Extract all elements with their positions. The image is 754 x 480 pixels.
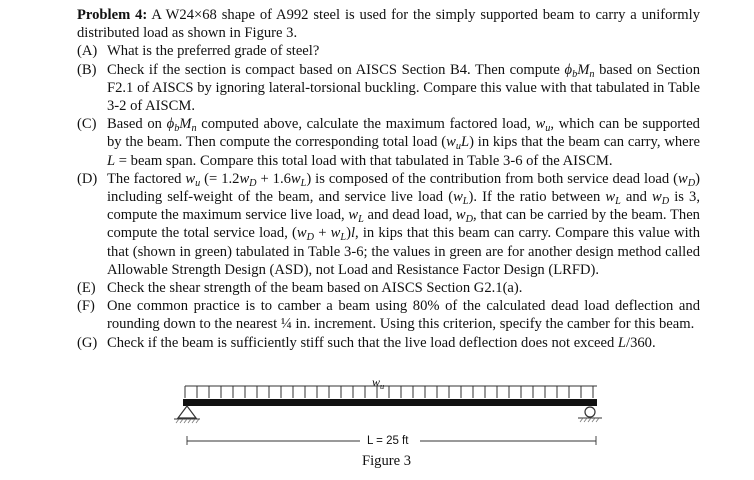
item-a-label: (A) (77, 43, 98, 60)
distributed-load-arrows (185, 386, 597, 398)
problem-heading: Problem 4: (77, 7, 148, 23)
beam (183, 399, 597, 406)
pin-support-left (174, 406, 200, 423)
item-d-label: (D) (77, 170, 98, 187)
item-e-text: Check the shear strength of the beam based on AISCS Section G2.1(a). (107, 280, 523, 297)
span-label: L = 25 ft (367, 435, 409, 447)
item-b-label: (B) (77, 61, 97, 78)
item-a-text: What is the preferred grade of steel? (107, 43, 320, 60)
item-b-text: Check if the section is compact based on AISCS Section B4. Then compute $\phi_bM_n$ based on Section F2.1 of AISCS by ignoring lateral-torsional buckling. Compare this value with that tabulated in Table 3-2 of AISCM. (107, 61, 700, 115)
item-d-text: The factored $w_u$ (= $1.2w_D + 1.6w_L$) is composed of the contribution from both service dead load $(w_D)$ including self-weight of the beam, and service live load $(w_L)$. If the ratio between $w_L$ and $w_D$ is 3, compute the maximum service live load, $w_L$ and dead load, $w_D$, that can be carried by the beam. Then compute the total service load, $(w_D + w_L)l$, in kips that this beam can carry. Compare this value with that (shown in green) tabulated in Table 3-6; the values in green are for another design method called Allowable Strength Design (ASD), not Load and Resistance Factor Design (LRFD). (107, 170, 700, 278)
figure-caption: Figure 3 (362, 453, 412, 469)
roller-support-right (578, 407, 602, 422)
item-e-label: (E) (77, 280, 96, 297)
item-g-text: Check if the beam is sufficiently stiff such that the live load deflection does not exceed L/360. (107, 334, 656, 351)
item-c-label: (C) (77, 116, 97, 133)
load-label: $w_u$ (372, 375, 385, 391)
item-f-label: (F) (77, 298, 95, 315)
item-g-label: (G) (77, 334, 98, 351)
item-c-text: Based on $\phi_bM_n$ computed above, calculate the maximum factored load, $w_u$, which can be supported by the beam. Then compute the corresponding total load $(w_uL)$ in kips that the beam can carry, where L = beam span. Compare this total load with that tabulated in Table 3-6 of the AISCM. (107, 116, 700, 169)
problem-intro-text: A W24×68 shape of A992 steel is used for the simply supported beam to carry a uniformly distributed load as shown in Figure 3. (77, 7, 700, 42)
item-f-text: One common practice is to camber a beam using 80% of the calculated dead load deflection and rounding down to the nearest ¼ in. increment. Using this criterion, specify the camber for this beam. (107, 298, 700, 333)
